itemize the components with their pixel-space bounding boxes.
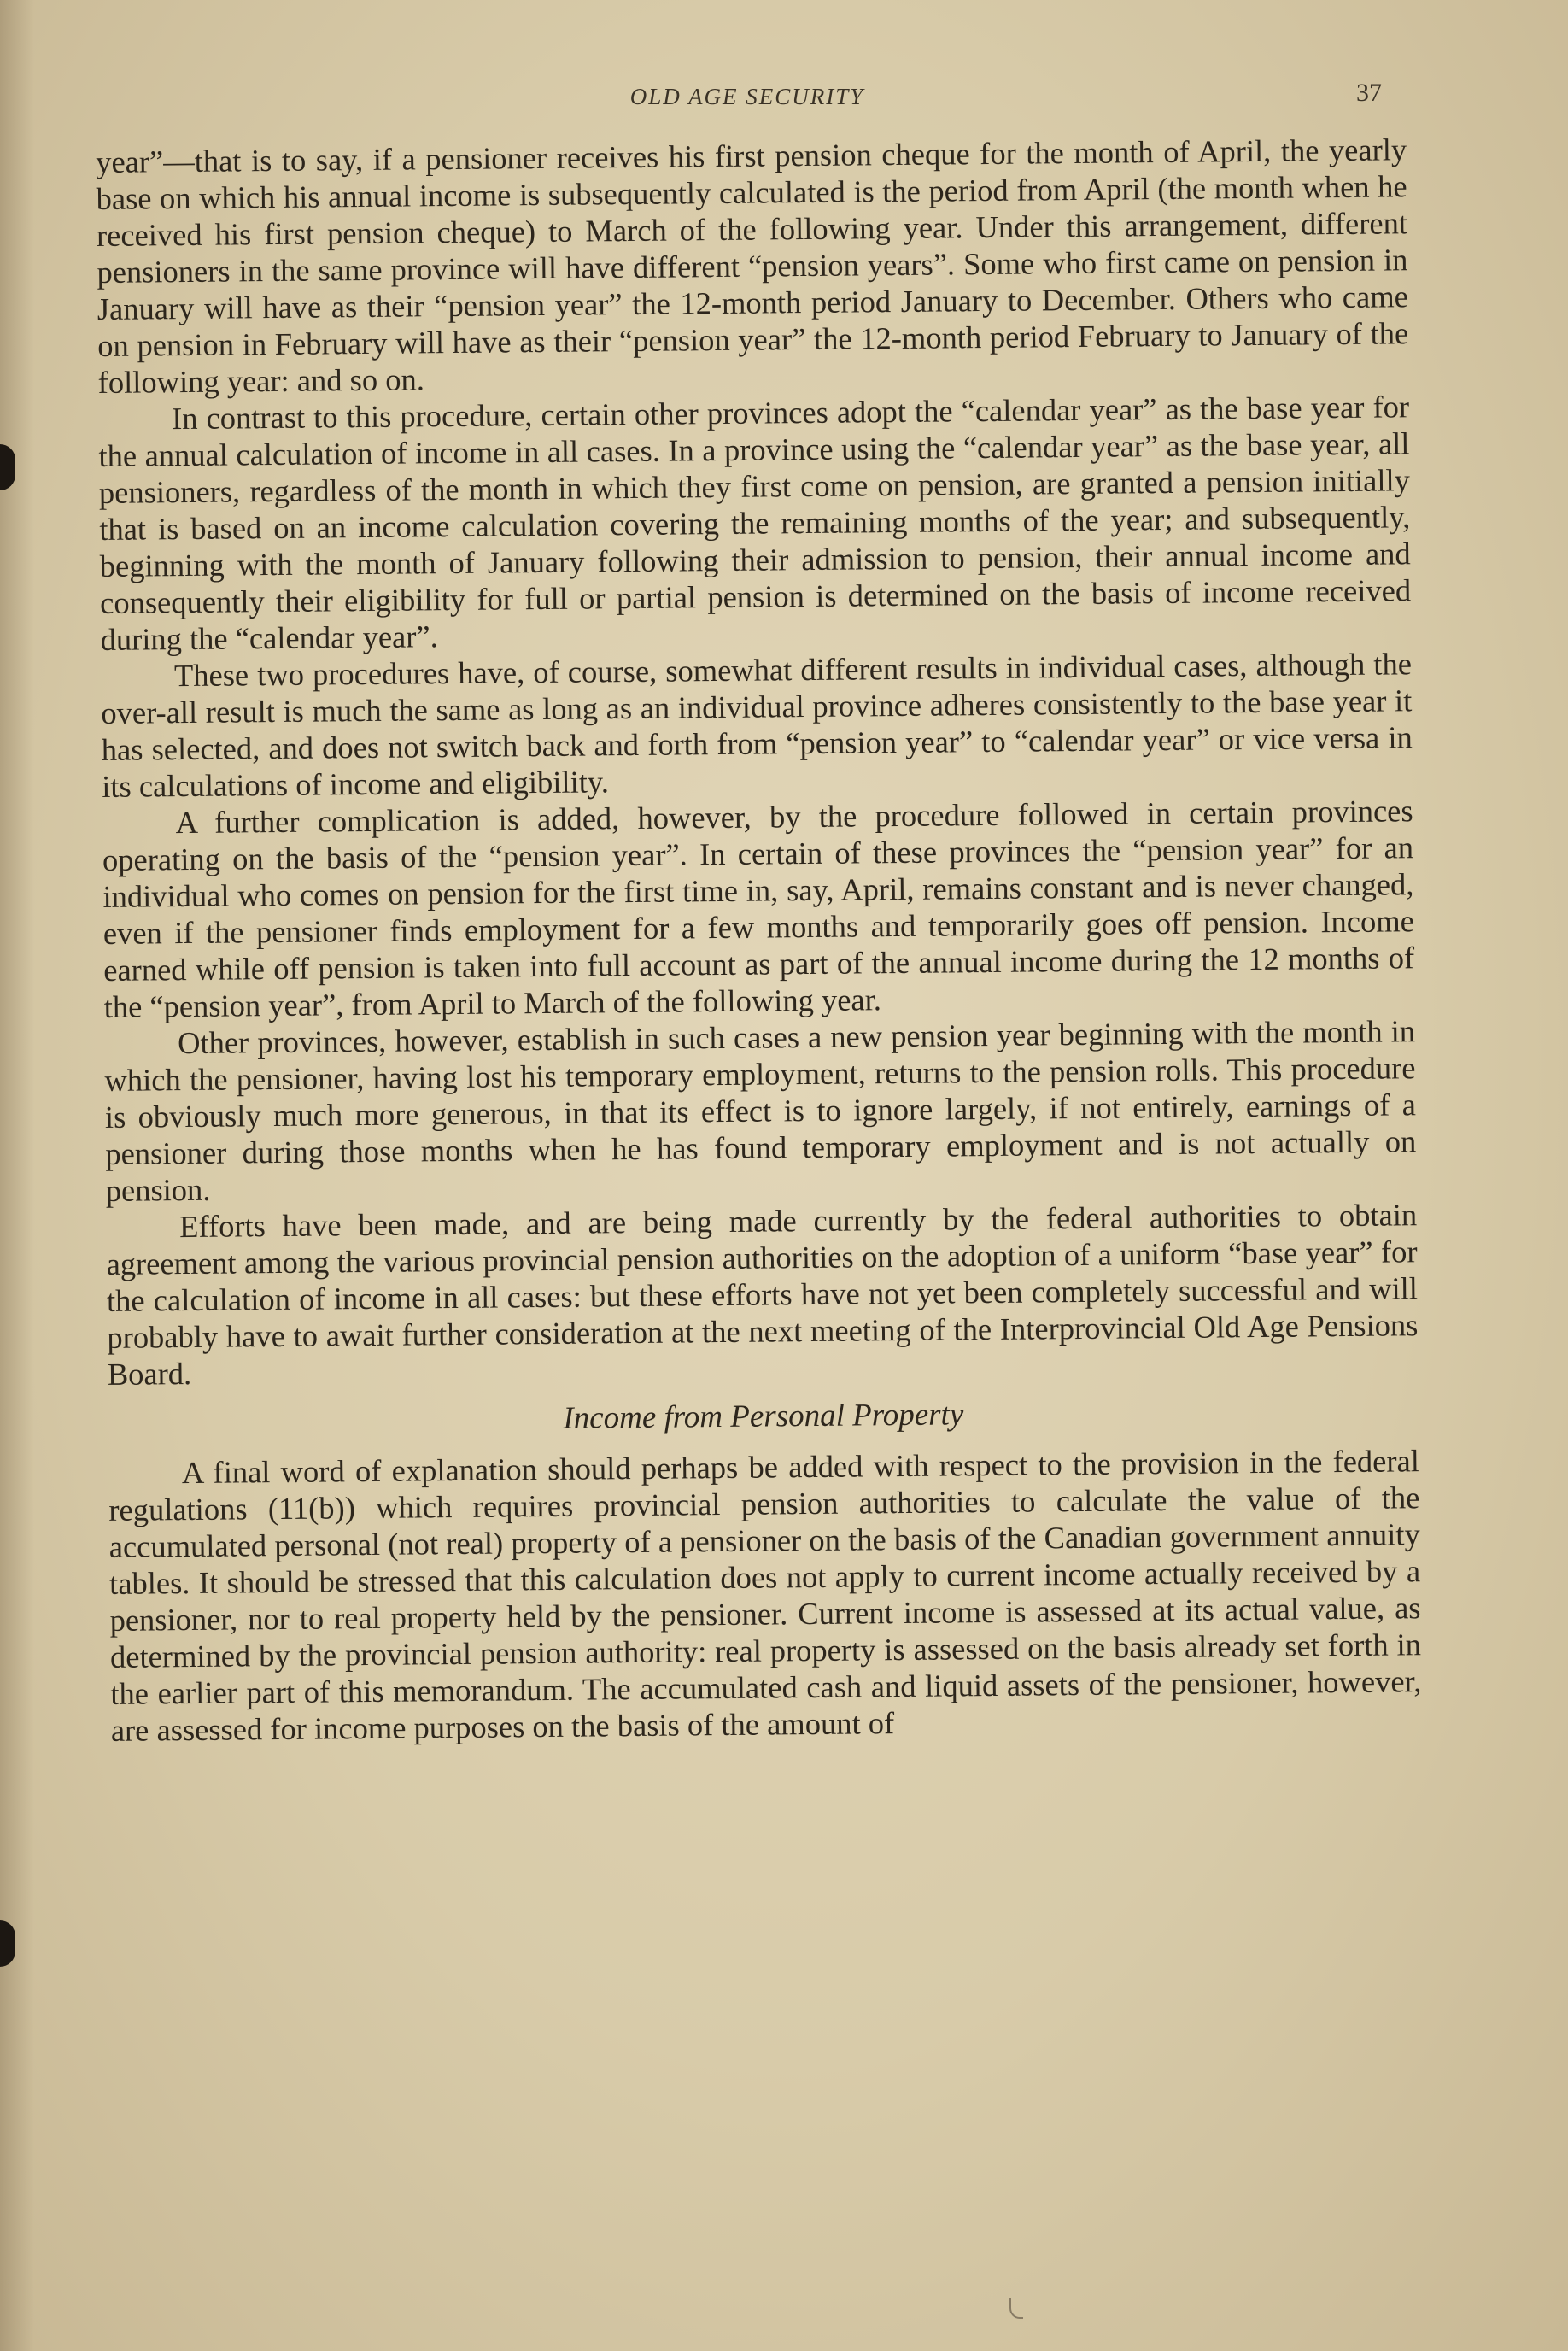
paragraph: In contrast to this procedure, certain other provinces adopt the “calendar year” as the base year for the annual calculation of income in all cases. In a province using the “calendar year” as the base year, all pensioners, regardless of the month in which they first come on pension, are granted a pension initially that is based on an income calculation covering the remaining months of the year; and subsequently, beginning with the month of January following their admission to pension, their annual income and consequently their eligibility for full or partial pension is determined on the basis of income received during the “calendar year”. xyxy=(98,389,1412,657)
section-heading: Income from Personal Property xyxy=(563,1397,964,1436)
ink-mark xyxy=(1009,2298,1023,2319)
page-number: 37 xyxy=(1356,79,1382,107)
page-edge-shadow xyxy=(0,0,34,2351)
paragraph: A final word of explanation should perhaps be added with respect to the provision in the federal regulations (11(b)) which requires provincial pension authorities to calculate the value of the accumulated personal (not real) property of a pensioner on the basis of the Canadian government annuity tables. It should be stressed that this calculation does not apply to current income actually received by a pensioner, nor to real property held by the pensioner. Current income is assessed at its actual value, as determined by the provincial pension authority: real property is assessed on the basis already set forth in the earlier part of this memorandum. The accumulated cash and liquid assets of the pensioner, however, are assessed for income purposes on the basis of the amount of xyxy=(108,1443,1422,1748)
paragraph: Efforts have been made, and are being made currently by the federal authorities to obtain agreement among the various provincial pension authorities on the adoption of a uniform “base year” for the calculation of income in all cases: but these efforts have not yet been completely successful and will probably have to await further consideration at the next meeting of the Interprovincial Old Age Pensions Board. xyxy=(106,1197,1419,1392)
paragraph-continued: year”—that is to say, if a pensioner receives his first pension cheque for the month of April, the yearly base on which his annual income is subsequently calculated is the period from April (the month when he received his first pension cheque) to March of the following year. Under this arrangement, different pensioners in the same province will have different “pension years”. Some who first came on pension in January will have as their “pension year” the 12-month period January to December. Others who came on pension in February will have as their “pension year” the 12-month period February to January of the following year: and so on. xyxy=(96,132,1409,400)
paragraph: These two procedures have, of course, somewhat different results in individual cases, although the over-all result is much the same as long as an individual province adheres consistently to the base year it has selected, and does not switch back and forth from “pension year” to “calendar year” or vice versa in its calculations of income and eligibility. xyxy=(101,646,1413,804)
paragraph: A further complication is added, however, by the procedure followed in certain provinces operating on the basis of the “pension year”. In certain of these provinces the “pension year” for an individual who comes on pension for the first time in, say, April, remains constant and is never changed, even if the pensioner finds employment for a few months and temporarily goes off pension. Income earned while off pension is taken into full account as part of the annual income during the 12 months of the “pension year”, from April to March of the following year. xyxy=(102,793,1415,1024)
running-title: OLD AGE SECURITY xyxy=(629,84,865,109)
paragraph: Other provinces, however, establish in such cases a new pension year beginning with the month in which the pensioner, having lost his temporary employment, returns to the pension rolls. This procedure is obviously much more generous, in that its effect is to ignore largely, if not entirely, earnings of a pensioner during those months when he has found temporary employment and is not actually on pension. xyxy=(104,1013,1417,1208)
running-header xyxy=(94,79,1401,118)
body-text xyxy=(96,131,1422,1749)
